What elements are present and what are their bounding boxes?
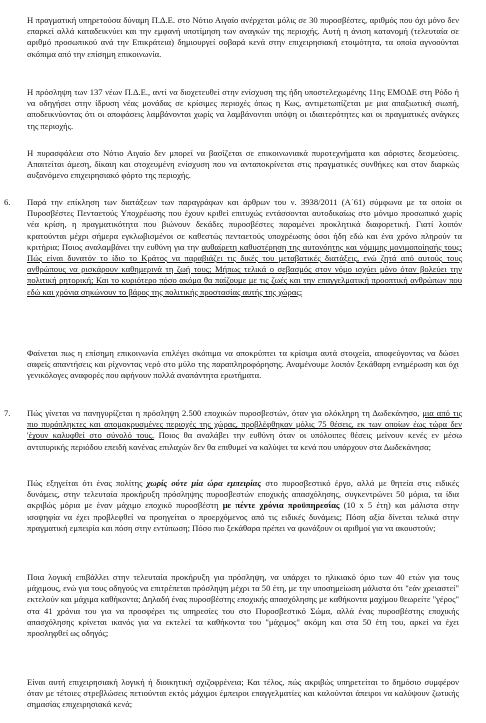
paragraph-staffing: Η πραγματική υπηρετούσα δύναμη Π.Δ.Ε. στο Νότιο Αιγαίο ανέρχεται μόλις σε 30 πυροσβέστες, αριθμός που όχι μόνο δεν επαρκεί αλλά καταδεικνύει και την εμφανή υποτίμηση των αναγκών της περιοχής. Αυτή η άνιση κατανομή (τελευταία σε αριθμό προσωπικού ανά την Επικράτεια) δημιουργεί σοβαρά κενά στην επιχειρησιακή ετοιμότητα, τα οποία αγνοούνται σκόπιμα από την επίσημη επικοινωνία. (27, 15, 459, 59)
list-item-6 (4, 197, 462, 298)
paragraph-fire-safety: Η πυρασφάλεια στο Νότιο Αιγαίο δεν μπορεί να βασίζεται σε επικοινωνιακά πυροτεχνήματα και αόριστες δεσμεύσεις. Απαιτείται άμεση, δίκαιη και στοχευμένη ενίσχυση που να ανταποκρίνεται στις πραγματικές συνθήκες και στον διαρκώς αυξανόμενο επιχειρησιακό φόρτο της περιοχής. (27, 148, 459, 181)
scoring-text-2: στο πυροσβεστικό έργο, αλλά με θητεία στις ειδικές δυνάμεις, στην τελευταία προκήρυξη πρόσληψης πυροσβεστών εποχικής απασχόλησης, συγκεντρώνει 50 μόρια, τα ίδια ακριβώς μόρια με έναν μάχιμο εποχικό πυροσβέστη (27, 478, 460, 511)
list-item-number: 7. (4, 408, 11, 418)
list-item-body (27, 197, 462, 298)
list-item-body (27, 408, 462, 453)
list-item-7 (4, 408, 462, 453)
item-6-text: Παρά την επίκληση των διατάξεων των παραγράφων και άρθρων του ν. 3938/2011 (Α΄61) σύμφωνα με τα οποία οι Πυροσβέστες Πενταετούς Υποχρέωσης που έχουν κριθεί επιτυχώς εντάσσονται αυτοδικαίως στο μόνιμο προσωπικό χωρίς νέα κρίση, η πραγματικότητα που βιώνουν δεκάδες πυροσβέστες παραμένει προκλητικά διαφορετική. Γιατί λοιπόν κρατούνται μέχρι σήμερα εγκλωβισμένοι σε καθεστώς πενταετούς υποχρέωσης όσοι ήδη εδώ και ένα χρόνο πληρούν τα κριτήρια; Ποιος αναλαμβάνει την ευθύνη για την (27, 197, 462, 252)
item-7-underlined-text: μια από τις πιο πυρόπληκτες και απομακρυσμένες περιοχές της χώρας, προβλέφθηκαν μόλις 75 θέσεις, εκ των οποίων έως τώρα δεν 'έχουν καλυφθεί στο σύνολό τους. (27, 408, 463, 441)
item-7-text-end: Ποιος θα αναλάβει την ευθύνη όταν οι υπόλοιπες θέσεις μείνουν κενές εν μέσω αντιπυρικής περιόδου επειδή κανένας επιλαχών δεν θα επιθυμεί να καλύψει τα κενά που υπάρχουν στα Δωδεκάνησα; (27, 430, 462, 452)
scoring-text: Πώς εξηγείται ότι ένας πολίτης (27, 478, 147, 488)
scoring-text-3: (10 x 5 έτη) και μάλιστα στην ισοψηφία να έχει προβλεφθεί να προηγείται ο προερχόμενος από τις ειδικές δυνάμεις; Πόση αξία δίνεται τελικά στην πραγματική εμπειρία και πόση στην εντύπωση; Πόσο πιο ξεκάθαρα πρέπει να φωνάξουν οι αριθμοί για να ακουστούν; (27, 500, 459, 533)
paragraph-communication: Φαίνεται πως η επίσημη επικοινωνία επιλέγει σκόπιμα να αποκρύπτει τα κρίσιμα αυτά στοιχεία, αποφεύγοντας να δώσει σαφείς απαντήσεις και ρίχνοντας νερό στο μύλο της παραπληροφόρησης. Αναμένουμε λοιπόν ξεκάθαρη ενημέρωση και όχι γενικόλογες αναφορές που αφήνουν πολλά αναπάντητα ερωτήματα. (27, 348, 459, 381)
paragraph-age-limit: Ποια λογική επιβάλλει στην τελευταία προκήρυξη για πρόσληψη, να υπάρχει το ηλικιακό όριο των 40 ετών για τους μάχιμους, ενώ για τους οδηγούς να επιτρέπεται πρόσληψη μέχρι τα 50 έτη, με την υποσημείωση μάλιστα ότι "εάν χρειαστεί" εκτελούν και μάχιμα καθήκοντα; Δηλαδή ένας πυροσβέστης εποχικής απασχόλησης με καθήκοντα μαχίμου θεωρείτε "γέρος" στα 41 χρόνια του για να προσφέρει τις υπηρεσίες του στο Πυροσβεστικό Σώμα, αλλά ένας πυροσβέστης εποχικής απασχόλησης κρίνεται ικανός για να εκτελεί τα καθήκοντα του "μάχιμος" ακόμη και στα 50 έτη του, αρκεί να έχει προσληφθεί ως οδηγός; (27, 572, 459, 639)
list-item-number: 6. (4, 197, 11, 207)
scoring-bold: με πέντε χρόνια προϋπηρεσίας (222, 500, 340, 511)
paragraph-recruitment: Η πρόσληψη των 137 νέων Π.Δ.Ε., αντί να διοχετευθεί στην ενίσχυση της ήδη υποστελεχωμένης 11ης ΕΜΟΔΕ στη Ρόδο ή να οδηγήσει στην ίδρυση νέας μονάδας σε κρίσιμες περιοχές όπως η Κως, αντιμετωπίζεται με μια απαξιωτική σιωπή, αποδεικνύοντας ότι οι αποφάσεις λαμβάνονται χωρίς να λαμβάνονται υπόψη οι ιδιαιτερότητες και οι πραγματικές ανάγκες της περιοχής. (27, 87, 459, 131)
item-6-underlined-text: αυθαίρετη καθυστέρηση της αυτονόητης και νόμιμης μονιμοποίησής τους; Πώς είναι δυνατόν το ίδιο το Κράτος να παραβιάζει τις δικές του μεταβατικές διατάξεις, ενώ ζητά από αυτούς τους ανθρώπους να ρισκάρουν καθημερινά τη ζωή τους; Μήπως τελικά ο σεβασμός στον νόμο ισχύει μόνο όταν βολεύει την πολιτική ρητορική; Και το κυριότερο πόσο ακόμα θα παίζουμε με τις ζωές και την επαγγελματική προοπτική ανθρώπων που εδώ και χρόνια σηκώνουν το βάρος της πολιτικής προστασίας αυτής της χώρας; (27, 241, 462, 297)
scoring-emphasis: χωρίς ούτε μία ώρα εμπειρίας (146, 478, 262, 488)
item-7-text: Πώς γίνεται να πανηγυρίζεται η πρόσληψη 2.500 εποχικών πυροσβεστών, όταν για ολόκληρη τη Δωδεκάνησο, (27, 408, 423, 418)
paragraph-conclusion: Είναι αυτή επιχειρησιακή λογική ή διοικητική σχιζοφρένεια; Και τέλος, πώς ακριβώς υπηρετείται το δημόσιο συμφέρον όταν με τέτοιες στρεβλώσεις πετιούνται εκτός μάχιμοι έμπειροι επαγγελματίες και καλούνται άπειροι να καλύψουν ζωτικής σημασίας επιχειρησιακά κενά; (27, 677, 459, 710)
paragraph-scoring (27, 478, 459, 534)
